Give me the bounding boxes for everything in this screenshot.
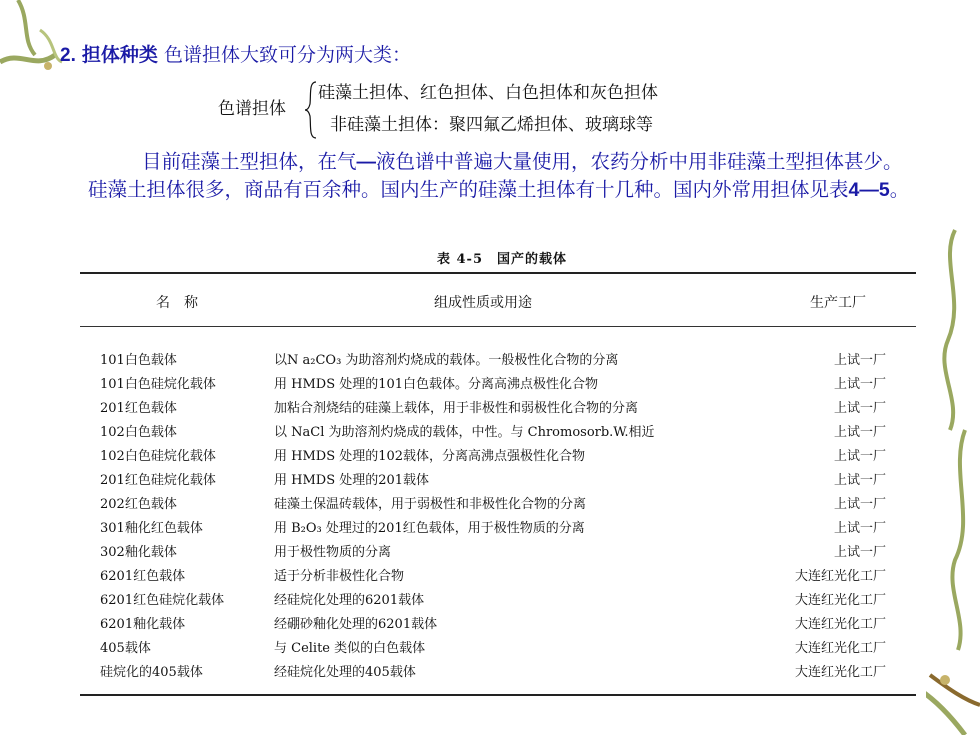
cell-factory: 上试一厂 (833, 449, 886, 464)
cell-usage: 以N a₂CO₃ 为助溶剂灼烧成的载体。一般极性化合物的分离 (274, 353, 619, 368)
cell-factory: 上试一厂 (833, 377, 886, 392)
cell-name: 6201红色硅烷化载体 (100, 593, 225, 608)
scanned-table (78, 238, 926, 735)
heading-number: 2. (60, 45, 76, 66)
cell-factory: 上试一厂 (833, 401, 886, 416)
table-row (78, 661, 926, 685)
table-caption: 表 4-5 国产的载体 (436, 252, 567, 267)
table-row (78, 613, 926, 637)
table-row (78, 445, 926, 469)
tree-branch-1: 硅藻土担体、红色担体、白色担体和灰色担体 (318, 83, 658, 103)
tree-branch-2: 非硅藻土担体：聚四氟乙烯担体、玻璃球等 (330, 115, 653, 135)
cell-usage: 经硅烷化处理的405载体 (274, 665, 416, 680)
cell-usage: 以 NaCl 为助溶剂灼烧成的载体，中性。与 Chromosorb.W.相近 (274, 425, 655, 440)
cell-usage: 用 HMDS 处理的201载体 (274, 473, 430, 488)
cell-factory: 大连红光化工厂 (794, 593, 886, 608)
paragraph-part-b: 液色谱中普遍大量使用，农药分析中用非硅藻土型担体甚少。 硅藻土担体很多，商品有百余种。国内生产的硅藻土担体有十几种。国内外常用担体见表 (88, 150, 903, 201)
table-row (78, 421, 926, 445)
cell-usage: 适于分析非极性化合物 (274, 569, 405, 584)
cell-factory: 上试一厂 (833, 353, 886, 368)
cell-factory: 大连红光化工厂 (794, 569, 886, 584)
table-row (78, 517, 926, 541)
cell-usage: 与 Celite 类似的白色载体 (274, 641, 426, 656)
brace-icon (304, 80, 318, 140)
cell-usage: 经硼砂釉化处理的6201载体 (274, 617, 438, 632)
cell-name: 302釉化载体 (100, 545, 177, 560)
cell-factory: 大连红光化工厂 (794, 617, 886, 632)
cell-name: 101白色硅烷化载体 (100, 377, 216, 392)
table-row (78, 469, 926, 493)
cell-name: 301釉化红色载体 (100, 521, 203, 536)
cell-factory: 上试一厂 (833, 425, 886, 440)
table-row (78, 589, 926, 613)
cell-name: 202红色载体 (100, 497, 177, 512)
paragraph-dash: — (356, 151, 377, 173)
table-row (78, 565, 926, 589)
cell-name: 102白色硅烷化载体 (100, 449, 216, 464)
table-row (78, 349, 926, 373)
cell-usage: 用 HMDS 处理的101白色载体。分离高沸点极性化合物 (274, 377, 599, 392)
cell-name: 201红色载体 (100, 401, 177, 416)
table-bottom-rule (80, 694, 916, 696)
paragraph-table-ref: 4—5 (848, 179, 890, 201)
cell-usage: 硅藻土保温砖载体，用于弱极性和非极性化合物的分离 (274, 497, 587, 512)
cell-factory: 上试一厂 (833, 497, 886, 512)
section-heading (60, 40, 411, 67)
table-row (78, 493, 926, 517)
cell-usage: 经硅烷化处理的6201载体 (274, 593, 425, 608)
body-paragraph (88, 148, 928, 204)
table-row (78, 541, 926, 565)
heading-term: 担体种类 (81, 44, 158, 66)
paragraph-end: 。 (889, 178, 910, 201)
cell-factory: 上试一厂 (833, 473, 886, 488)
cell-factory: 大连红光化工厂 (794, 665, 886, 680)
cell-factory: 上试一厂 (833, 545, 886, 560)
cell-usage: 加粘合剂烧结的硅藻上载体，用于非极性和弱极性化合物的分离 (274, 401, 639, 416)
table-top-rule (80, 272, 916, 274)
table-row (78, 373, 926, 397)
cell-name: 101白色载体 (100, 353, 177, 368)
cell-name: 102白色载体 (100, 425, 177, 440)
cell-usage: 用 B₂O₃ 处理过的201红色载体，用于极性物质的分离 (274, 521, 585, 536)
cell-name: 硅烷化的405载体 (100, 665, 203, 680)
tree-root: 色谱担体 (218, 99, 286, 119)
heading-rest: 色谱担体大致可分为两大类： (163, 44, 411, 66)
cell-name: 6201红色载体 (100, 569, 186, 584)
table-header-name: 名 称 (156, 295, 198, 311)
cell-usage: 用 HMDS 处理的102载体，分离高沸点强极性化合物 (274, 449, 586, 464)
table-header-factory: 生产工厂 (810, 295, 866, 311)
table-header-rule (80, 326, 916, 327)
cell-factory: 上试一厂 (833, 521, 886, 536)
table-row (78, 397, 926, 421)
cell-name: 201红色硅烷化载体 (100, 473, 216, 488)
cell-name: 6201釉化载体 (100, 617, 186, 632)
paragraph-part-a: 目前硅藻土型担体，在气 (142, 150, 357, 173)
cell-name: 405载体 (100, 641, 151, 656)
cell-usage: 用于极性物质的分离 (274, 545, 392, 560)
table-row (78, 637, 926, 661)
table-header-usage: 组成性质或用途 (434, 295, 532, 311)
cell-factory: 大连红光化工厂 (794, 641, 886, 656)
